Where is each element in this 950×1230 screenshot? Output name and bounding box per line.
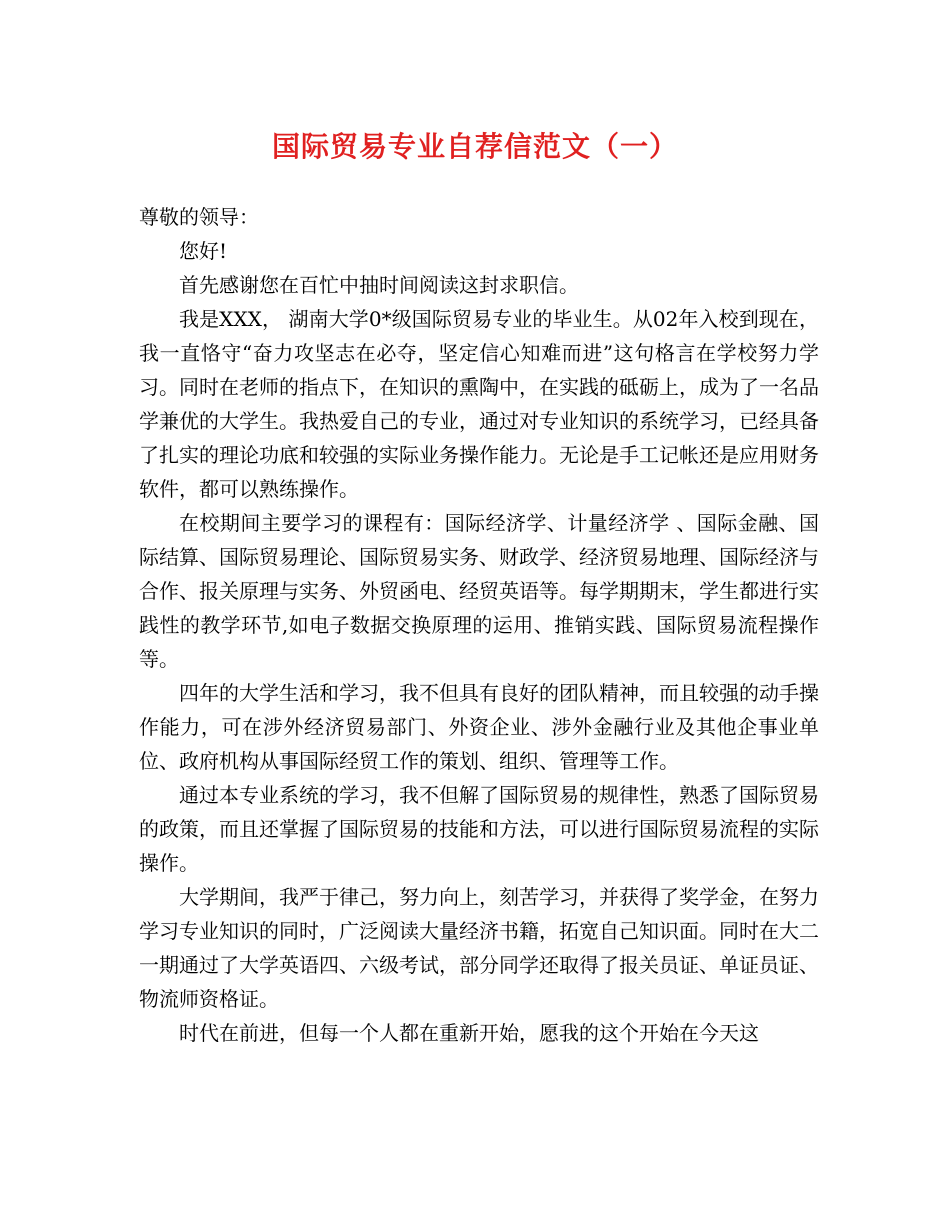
paragraph-closing: 时代在前进，但每一个人都在重新开始，愿我的这个开始在今天这 bbox=[179, 1021, 759, 1045]
letter-body bbox=[139, 200, 819, 1050]
document-title: 国际贸易专业自荐信范文（一） bbox=[271, 130, 678, 163]
paragraph-achievements: 大学期间，我严于律己，努力向上，刻苦学习，并获得了奖学金，在努力学习专业知识的同时，广泛阅读大量经济书籍，拓宽自己知识面。同时在大二一期通过了大学英语四、六级考试，部分同学还取得了报关员证、单证员证、物流师资格证。 bbox=[139, 885, 819, 1011]
salutation: 尊敬的领导： bbox=[139, 205, 259, 229]
paragraph-knowledge: 通过本专业系统的学习，我不但解了国际贸易的规律性，熟悉了国际贸易的政策，而且还掌握了国际贸易的技能和方法，可以进行国际贸易流程的实际操作。 bbox=[139, 783, 819, 875]
paragraph-abilities: 四年的大学生活和学习，我不但具有良好的团队精神，而且较强的动手操作能力，可在涉外经济贸易部门、外资企业、涉外金融行业及其他企事业单位、政府机构从事国际经贸工作的策划、组织、管理等工作。 bbox=[139, 681, 819, 773]
paragraph-thanks: 首先感谢您在百忙中抽时间阅读这封求职信。 bbox=[179, 273, 579, 297]
paragraph-greeting: 您好! bbox=[179, 239, 228, 263]
paragraph-courses: 在校期间主要学习的课程有：国际经济学、计量经济学 、国际金融、国际结算、国际贸易理论、国际贸易实务、财政学、经济贸易地理、国际经济与合作、报关原理与实务、外贸函电、经贸英语等。每学期期末，学生都进行实践性的教学环节,如电子数据交换原理的运用、推销实践、国际贸易流程操作等。 bbox=[139, 511, 819, 671]
paragraph-introduction: 我是XXX， 湖南大学0*级国际贸易专业的毕业生。从02年入校到现在，我一直恪守“奋力攻坚志在必夺，坚定信心知难而进”这句格言在学校努力学习。同时在老师的指点下，在知识的熏陶中，在实践的砥砺上，成为了一名品学兼优的大学生。我热爱自己的专业，通过对专业知识的系统学习，已经具备了扎实的理论功底和较强的实际业务操作能力。无论是手工记帐还是应用财务软件，都可以熟练操作。 bbox=[139, 307, 819, 501]
